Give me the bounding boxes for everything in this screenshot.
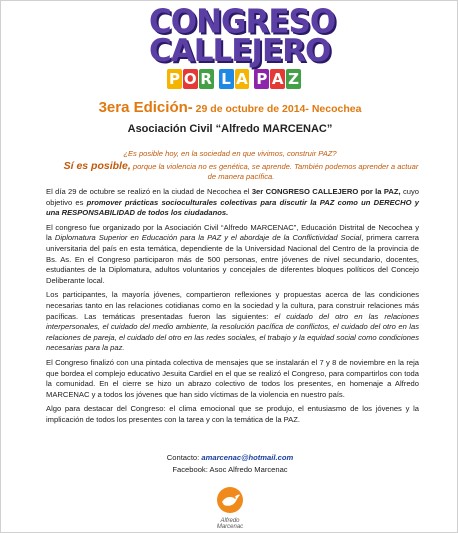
edition-heading [1, 99, 458, 117]
question-text: ¿Es posible hoy, en la sociedad en que vivimos, construir PAZ? [123, 149, 337, 158]
porla-letter: R [200, 70, 212, 88]
congreso-logo [149, 3, 336, 95]
paragraph-4: El Congreso finalizó con una pintada colectiva de mensajes que se instalarán el 7 y 8 de noviembre en la reja que bordea el complejo educativo Jesuita Cardiel en el que se realizó el Congreso, para compartirlos con toda la comunidad. En el cierre se hizo un abrazo colectivo de todos los presentes, en homenaje a Alfredo MARCENAC y a todos los jóvenes que han sido víctimas de la violencia en nuestro país. [46, 357, 419, 399]
footer-logo-name: Alfredo Marcenac [216, 518, 244, 530]
paragraph-1 [46, 187, 419, 219]
marcenac-logo [207, 485, 253, 531]
p3-italic: el cuidado del otro en las relaciones interpersonales, el cuidado del medio ambiente, la resolución pacífica de conflictos, el cuidado del otro en las relaciones de pareja, el cuidado del otro en las redes sociales, el trabajo y la equidad social como condiciones necesarias para la paz. [46, 311, 419, 353]
answer-rest: porque la violencia no es genética, se aprende. También podemos aprender a actuar de manera pacífica. [130, 162, 419, 181]
p2-text-2: , primera carrera universitaria del país en esta temática, dependiente de la Universidad Nacional del Centro de la provincia de Bs. As. En el Congreso participaron más de 500 personas, entre jóvenes de nivel secundario, docentes, estudiantes de la Diplomatura, adultos voluntarios y concejales de diferentes bloques políticos del Concejo Deliberante local. [46, 233, 419, 285]
edition-date: 29 de octubre de 2014- Necochea [192, 103, 362, 115]
article-body [46, 187, 419, 429]
facebook-line: Facebook: Asoc Alfredo Marcenac [172, 465, 288, 474]
paragraph-3 [46, 290, 419, 354]
p1-text: El día 29 de octubre se realizó en la ciudad de Necochea el [46, 187, 252, 196]
p1-text-2: cuyo objetivo es [46, 187, 419, 207]
logo-line-2: CALLEJERO [149, 33, 331, 69]
p2-italic: Diplomatura Superior en Educación para la PAZ y el abordaje de la Conflictividad Social [54, 233, 362, 243]
edition-number: 3era Edición- [98, 99, 193, 116]
porla-letter: Z [288, 70, 299, 88]
answer-lead: Sí es posible, [63, 160, 131, 172]
dove-icon [215, 485, 245, 515]
paragraph-2 [46, 223, 419, 287]
p2-text: El congreso fue organizado por la Asociación Civil “Alfredo MARCENAC”, Educación Distrital de Necochea y la [46, 222, 419, 243]
p3-text: Los participantes, la mayoría jóvenes, compartieron reflexiones y propuestas acerca de las condiciones necesarias tanto en las relaciones cotidianas como en la sociedad y la cultura, para construir relaciones más pacíficas. Las temáticas presentadas fueron las siguientes: [46, 290, 419, 321]
porla-letter: P [256, 70, 268, 88]
answer-text [61, 161, 421, 182]
p1-bold: 3er CONGRESO CALLEJERO por la PAZ, [251, 187, 401, 196]
contact-label: Contacto: [166, 453, 202, 462]
porla-letter: O [183, 70, 197, 88]
porla-letter: L [219, 69, 234, 89]
contact-line [1, 453, 458, 462]
p1-bold-italic: promover prácticas socioculturales colectivas para discutir la PAZ como un DERECHO y una RESPONSABILIDAD de todos los ciudadanos. [46, 197, 419, 218]
association-name: Asociación Civil “Alfredo MARCENAC” [127, 123, 333, 135]
porla-letter: A [236, 70, 248, 88]
paragraph-5: Algo para destacar del Congreso: el clima emocional que se produjo, el entusiasmo de los jóvenes y la implicación de todos los presentes con la tarea y con la temática de la PAZ. [46, 404, 419, 424]
logo-line-1: CONGRESO [149, 3, 336, 41]
porla-letter: P [168, 70, 180, 88]
porla-letter: A [271, 70, 284, 88]
contact-email-link[interactable]: amarcenac@hotmail.com [201, 453, 294, 462]
por-la-paz-letters [167, 69, 301, 91]
